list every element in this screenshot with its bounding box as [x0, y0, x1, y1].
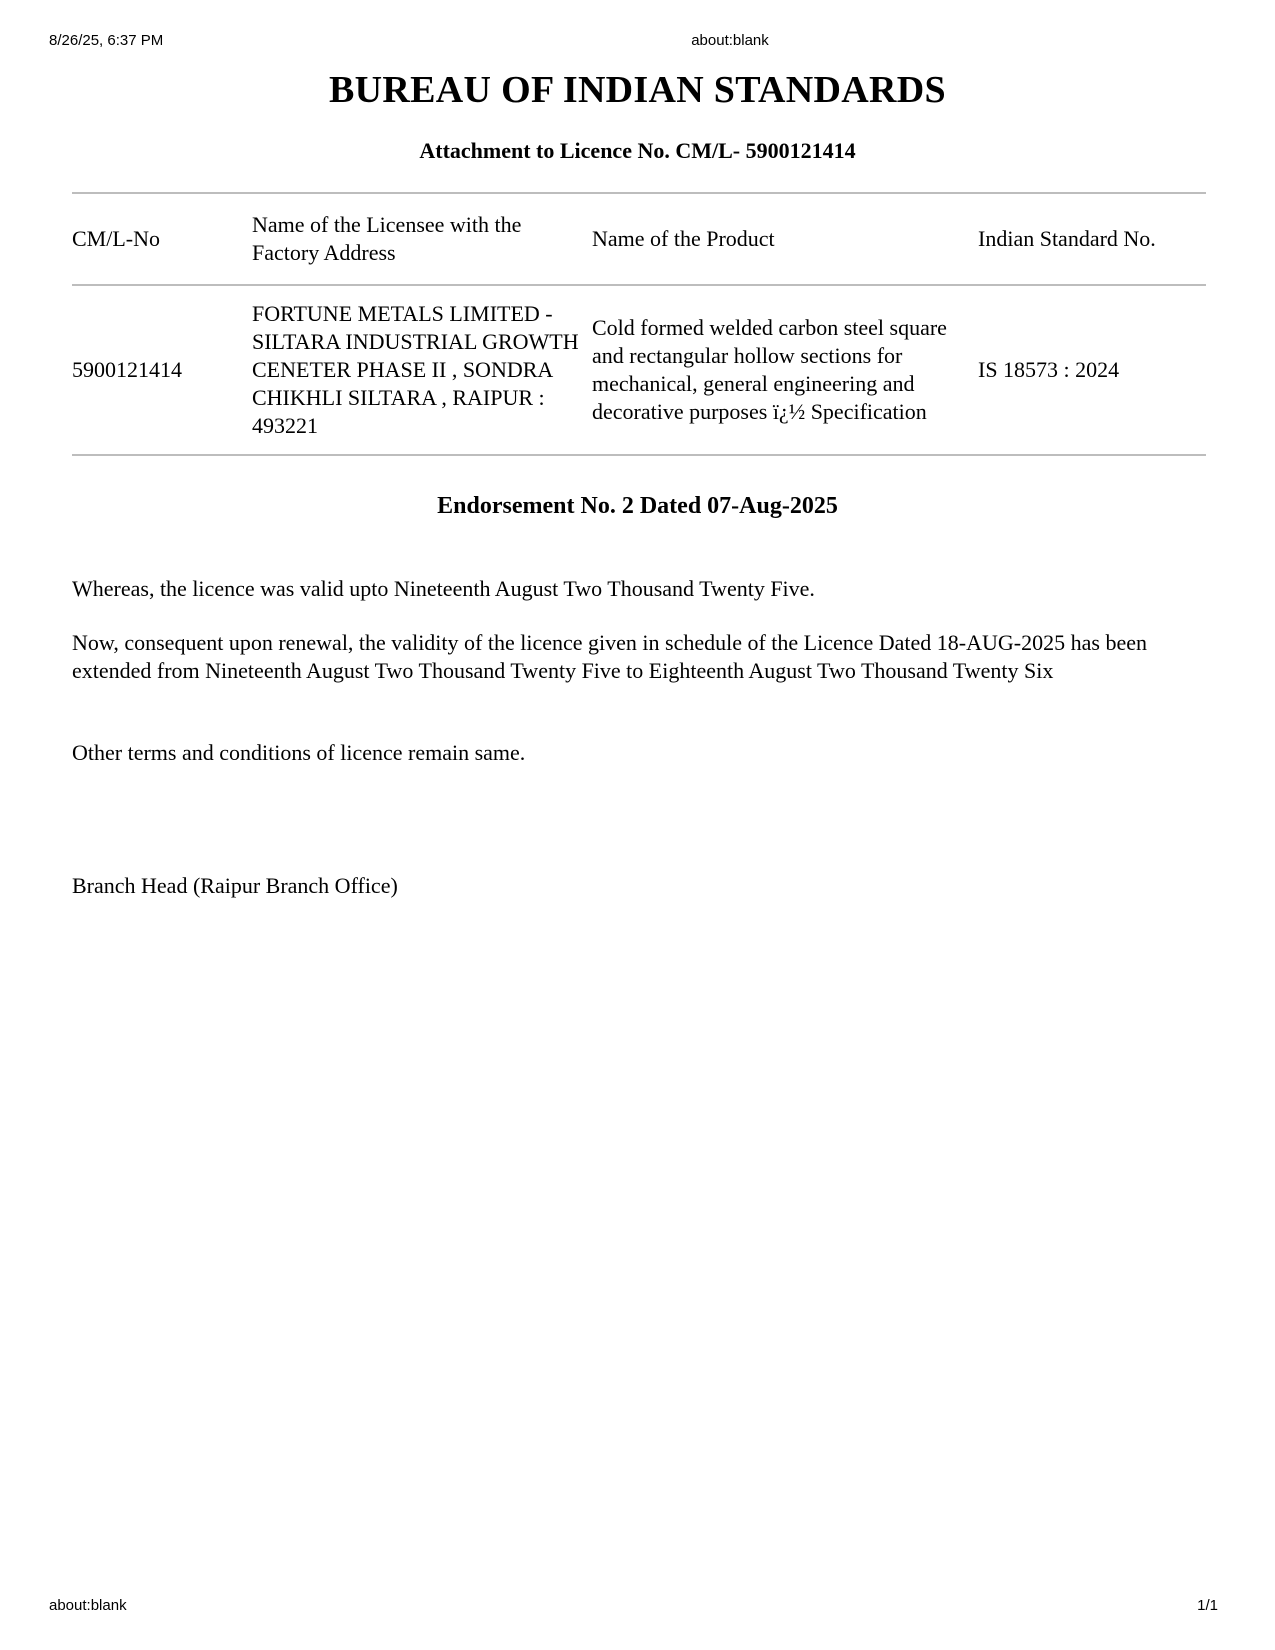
print-datetime: 8/26/25, 6:37 PM — [49, 32, 164, 49]
document-title: BUREAU OF INDIAN STANDARDS — [329, 69, 946, 111]
renewal-paragraph: Now, consequent upon renewal, the validity of the licence given in schedule of the Licence Dated 18-AUG-2025 has been extended from Nineteenth August Two Thousand Twenty Five to Eighteenth August Two Thousand Twenty Six — [72, 630, 1147, 683]
terms-paragraph: Other terms and conditions of licence remain same. — [72, 740, 526, 765]
header-cml-no: CM/L-No — [72, 226, 160, 251]
licence-table — [72, 192, 1206, 456]
page-number: 1/1 — [1197, 1597, 1218, 1614]
validity-paragraph: Whereas, the licence was valid upto Nineteenth August Two Thousand Twenty Five. — [72, 576, 815, 601]
footer-url: about:blank — [49, 1597, 127, 1614]
cell-product: Cold formed welded carbon steel square and rectangular hollow sections for mechanical, general engineering and decorative purposes ï¿½ Specification — [592, 315, 947, 424]
header-standard: Indian Standard No. — [978, 226, 1156, 251]
cell-standard: IS 18573 : 2024 — [978, 357, 1120, 382]
endorsement-heading: Endorsement No. 2 Dated 07-Aug-2025 — [437, 493, 838, 519]
table-row — [72, 285, 1206, 455]
cell-cml-no: 5900121414 — [72, 357, 182, 382]
print-url: about:blank — [691, 32, 769, 49]
document-subtitle: Attachment to Licence No. CM/L- 5900121414 — [419, 138, 856, 163]
header-product: Name of the Product — [592, 226, 775, 251]
signature-line: Branch Head (Raipur Branch Office) — [72, 873, 398, 898]
cell-licensee: FORTUNE METALS LIMITED -SILTARA INDUSTRIAL GROWTH CENETER PHASE II , SONDRA CHIKHLI SILTARA , RAIPUR : 493221 — [252, 301, 579, 438]
table-header-row — [72, 193, 1206, 285]
header-licensee: Name of the Licensee with the Factory Address — [252, 212, 522, 265]
